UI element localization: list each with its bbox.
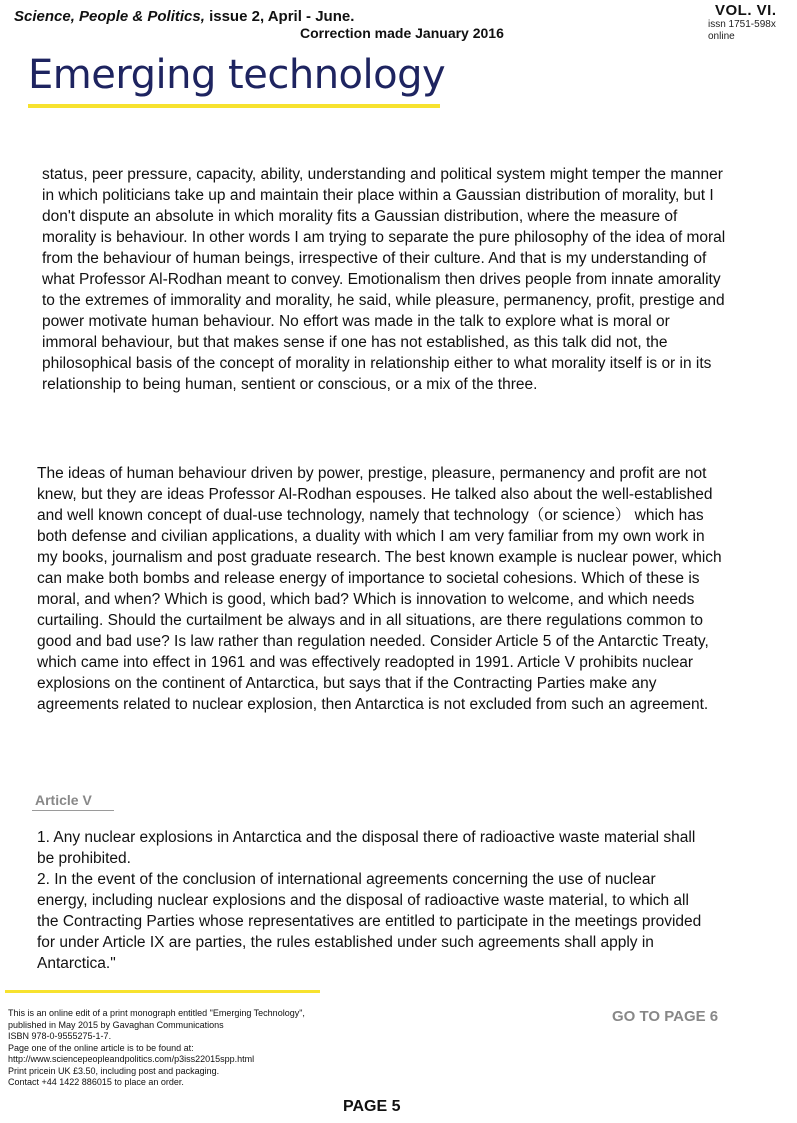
correction-note: Correction made January 2016 [300,25,504,41]
volume-label: VOL. VI. [715,2,777,19]
footnote-url[interactable]: http://www.sciencepeopleandpolitics.com/p3iss22015spp.html [8,1054,255,1064]
section-title: Emerging technology [28,52,446,98]
goto-page-link[interactable]: GO TO PAGE 6 [612,1008,719,1025]
footer-rule [5,990,320,993]
journal-name: Science, People & Politics, [14,8,205,25]
paragraph-1: status, peer pressure, capacity, ability, understanding and political system might temper the manner in which politicians take up and maintain their place within a Gaussian distribution of morality, but I don't dispute an absolute in which morality fits a Gaussian distribution, where the measure of morality is behaviour. In other words I am trying to separate the pure philosophy of the idea of moral from the behaviour of human beings, irrespective of their culture. And that is my understanding of what Professor Al-Rodhan meant to convey. Emotionalism then drives people from innate amorality to the extremes of immorality and morality, he said, while pleasure, permanency, profit, prestige and power motivate human behaviour. No effort was made in the talk to explore what is moral or immoral behaviour, but that makes sense if one has not established, as this talk did not, the philosophical basis of the concept of morality in relationship either to what morality itself is or in its relationship to being human, sentient or conscious, or a mix of the three. [42,166,726,393]
article-text [37,827,707,974]
footnote-line-6: Contact +44 1422 886015 to place an order. [8,1077,184,1087]
page-number-value: 5 [391,1098,401,1115]
article-item-2: 2. In the event of the conclusion of international agreements concerning the use of nuclear energy, including nuclear explosions and the disposal of radioactive waste material, to which all the Contracting Parties whose representatives are entitled to participate in the meetings provided for under Article IX are parties, the rules established under such agreements shall apply in Antarctica." [37,871,702,972]
paragraph-2: The ideas of human behaviour driven by power, prestige, pleasure, permanency and profit are not knew, but they are ideas Professor Al-Rodhan espouses. He talked also about the well-established and well known concept of dual-use technology, namely that technology（or science） which has both defense and civilian applications, a duality with which I am very familiar from my own work in my books, journalism and post graduate research. The best known example is nuclear power, which can make both bombs and release energy of importance to societal cohesions. Which of these is moral, and when? Which is good, which bad? Which is innovation to welcome, and which needs curtailing. Should the curtailment be always and in all situations, are there regulations common to good and bad use? Is law rather than regulation needed. Consider Article 5 of the Antarctic Treaty, which came into effect in 1961 and was effectively readopted in 1991. Article V prohibits nuclear explosions on the continent of Antarctica, but says that if the Contracting Parties make any agreements related to nuclear explosion, then Antarctica is not excluded from such an agreement. [37,465,722,713]
footnote-line-5: Print pricein UK £3.50, including post and packaging. [8,1065,220,1076]
page-number [343,1098,401,1116]
article-underline [32,810,114,811]
title-underline [28,104,440,108]
footnote-line-3: Page one of the online article is to be found at: [8,1042,194,1053]
footnote [8,1008,328,1089]
footnote-line-1: This is an online edit of a print monograph entitled "Emerging Technology", published in May 2015 by Gavaghan Communications [8,1008,305,1030]
issn-number: issn 1751-598x [708,19,776,30]
journal-issue: issue 2, April - June. [204,8,355,25]
page-label: PAGE [343,1098,388,1115]
footnote-line-2: ISBN 978-0-9555275-1-7. [8,1031,112,1041]
issn-block [708,19,776,43]
issn-note: online [708,31,735,42]
article-label: Article V [35,792,92,808]
journal-header [14,8,354,25]
article-item-1: 1. Any nuclear explosions in Antarctica and the disposal there of radioactive waste material shall be prohibited. [37,829,696,867]
